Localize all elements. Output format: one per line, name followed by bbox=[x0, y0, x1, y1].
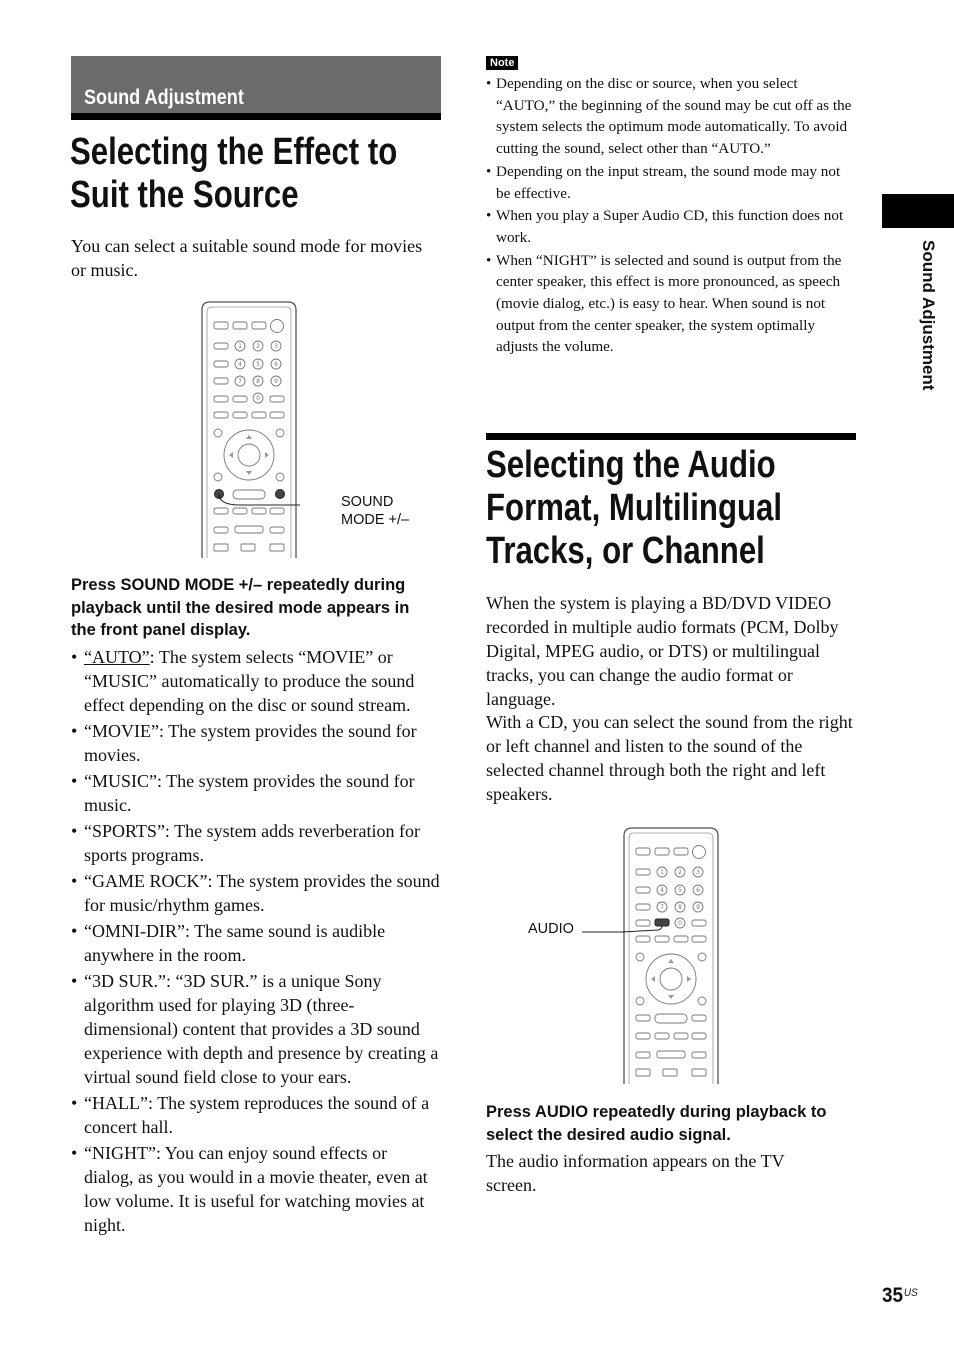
svg-text:1: 1 bbox=[238, 343, 242, 350]
section-banner bbox=[71, 56, 441, 120]
sound-mode-callout: SOUND MODE +/– bbox=[341, 494, 410, 528]
list-item: • “AUTO”: The system selects “MOVIE” or “MUSIC” automatically to produce the sound effect depending on the disc or sound stream. bbox=[71, 645, 441, 717]
title-line: Tracks, or Channel bbox=[486, 530, 765, 572]
audio-result-paragraph: The audio information appears on the TV screen. bbox=[486, 1151, 785, 1195]
svg-text:8: 8 bbox=[256, 378, 260, 385]
svg-text:2: 2 bbox=[256, 343, 260, 350]
svg-text:0: 0 bbox=[678, 920, 682, 927]
note-item: • Depending on the input stream, the sound mode may not be effective. bbox=[486, 161, 858, 204]
auto-link-term: “AUTO” bbox=[84, 647, 150, 667]
cd-channel-paragraph: With a CD, you can select the sound from the right or left channel and listen to the sound of the selected channel through both the right and left speakers. bbox=[486, 712, 853, 804]
section-title-effect bbox=[70, 131, 397, 217]
title-line: Suit the Source bbox=[70, 174, 299, 216]
svg-text:0: 0 bbox=[256, 395, 260, 402]
svg-text:2: 2 bbox=[678, 869, 682, 876]
note-item: • When you play a Super Audio CD, this function does not work. bbox=[486, 205, 858, 248]
list-item: • “MUSIC”: The system provides the sound for music. bbox=[71, 769, 441, 817]
note-badge: Note bbox=[486, 56, 518, 70]
title-line: Selecting the Audio bbox=[486, 444, 776, 486]
svg-text:7: 7 bbox=[660, 904, 664, 911]
svg-text:8: 8 bbox=[678, 904, 682, 911]
svg-text:4: 4 bbox=[238, 361, 242, 368]
svg-text:3: 3 bbox=[696, 869, 700, 876]
list-item: • “3D SUR.”: “3D SUR.” is a unique Sony algorithm used for playing 3D (three-dimensional) content that provides a 3D sound experience with depth and presence by creating a virtual sound field close to your ears. bbox=[71, 969, 441, 1089]
svg-text:7: 7 bbox=[238, 378, 242, 385]
svg-text:5: 5 bbox=[678, 887, 682, 894]
list-item: • “HALL”: The system reproduces the sound of a concert hall. bbox=[71, 1091, 441, 1139]
audio-callout-line bbox=[582, 928, 624, 936]
side-tab-label: Sound Adjustment bbox=[919, 240, 938, 391]
section-title-audio-format bbox=[486, 444, 782, 573]
note-item: • When “NIGHT” is selected and sound is output from the center speaker, this effect is more pronounced, as speech (movie dialog, etc.) is easy to hear. When sound is not output from the center speaker, the system optimally adjusts the volume. bbox=[486, 250, 858, 359]
title-line: Format, Multilingual bbox=[486, 487, 783, 529]
title-line: Selecting the Effect to bbox=[70, 131, 398, 173]
list-item: • “OMNI-DIR”: The same sound is audible anywhere in the room. bbox=[71, 919, 441, 967]
side-tab-marker bbox=[882, 194, 954, 228]
page-number-suffix: US bbox=[903, 1287, 918, 1299]
section-banner-label: Sound Adjustment bbox=[84, 86, 244, 109]
remote-control-illustration bbox=[622, 826, 722, 1084]
svg-text:4: 4 bbox=[660, 887, 664, 894]
svg-text:6: 6 bbox=[274, 361, 278, 368]
list-item: • “NIGHT”: You can enjoy sound effects or dialog, as you would in a movie theater, even at low volume. It is useful for watching movies at night. bbox=[71, 1141, 441, 1237]
svg-text:6: 6 bbox=[696, 887, 700, 894]
notes-list bbox=[486, 73, 858, 359]
svg-text:1: 1 bbox=[660, 869, 664, 876]
list-item: • “SPORTS”: The system adds reverberation for sports programs. bbox=[71, 819, 441, 867]
svg-text:9: 9 bbox=[274, 378, 278, 385]
svg-text:9: 9 bbox=[696, 904, 700, 911]
audio-callout: AUDIO bbox=[528, 921, 574, 937]
audio-format-paragraph: When the system is playing a BD/DVD VIDEO recorded in multiple audio formats (PCM, Dolby Digital, MPEG audio, or DTS) or multilingual tracks, you can change the audio format or language. bbox=[486, 593, 839, 709]
page-number: $35^{US}$ bbox=[882, 1284, 918, 1307]
list-item: • “MOVIE”: The system provides the sound for movies. bbox=[71, 719, 441, 767]
intro-paragraph: You can select a suitable sound mode for movies or music. bbox=[71, 236, 423, 280]
svg-text:3: 3 bbox=[274, 343, 278, 350]
step-press-audio: Press AUDIO repeatedly during playback to select the desired audio signal. bbox=[486, 1103, 827, 1144]
note-item: • Depending on the disc or source, when you select “AUTO,” the beginning of the sound may be cut off as the system selects the optimum mode automatically. To avoid cutting the sound, select other than “AUTO.” bbox=[486, 73, 858, 160]
sound-modes-list bbox=[71, 645, 441, 1239]
list-item: • “GAME ROCK”: The system provides the sound for music/rhythm games. bbox=[71, 869, 441, 917]
svg-text:5: 5 bbox=[256, 361, 260, 368]
remote-control-illustration bbox=[200, 300, 300, 558]
section-divider bbox=[486, 433, 856, 440]
step-press-sound-mode: Press SOUND MODE +/– repeatedly during playback until the desired mode appears in the front panel display. bbox=[71, 576, 410, 639]
